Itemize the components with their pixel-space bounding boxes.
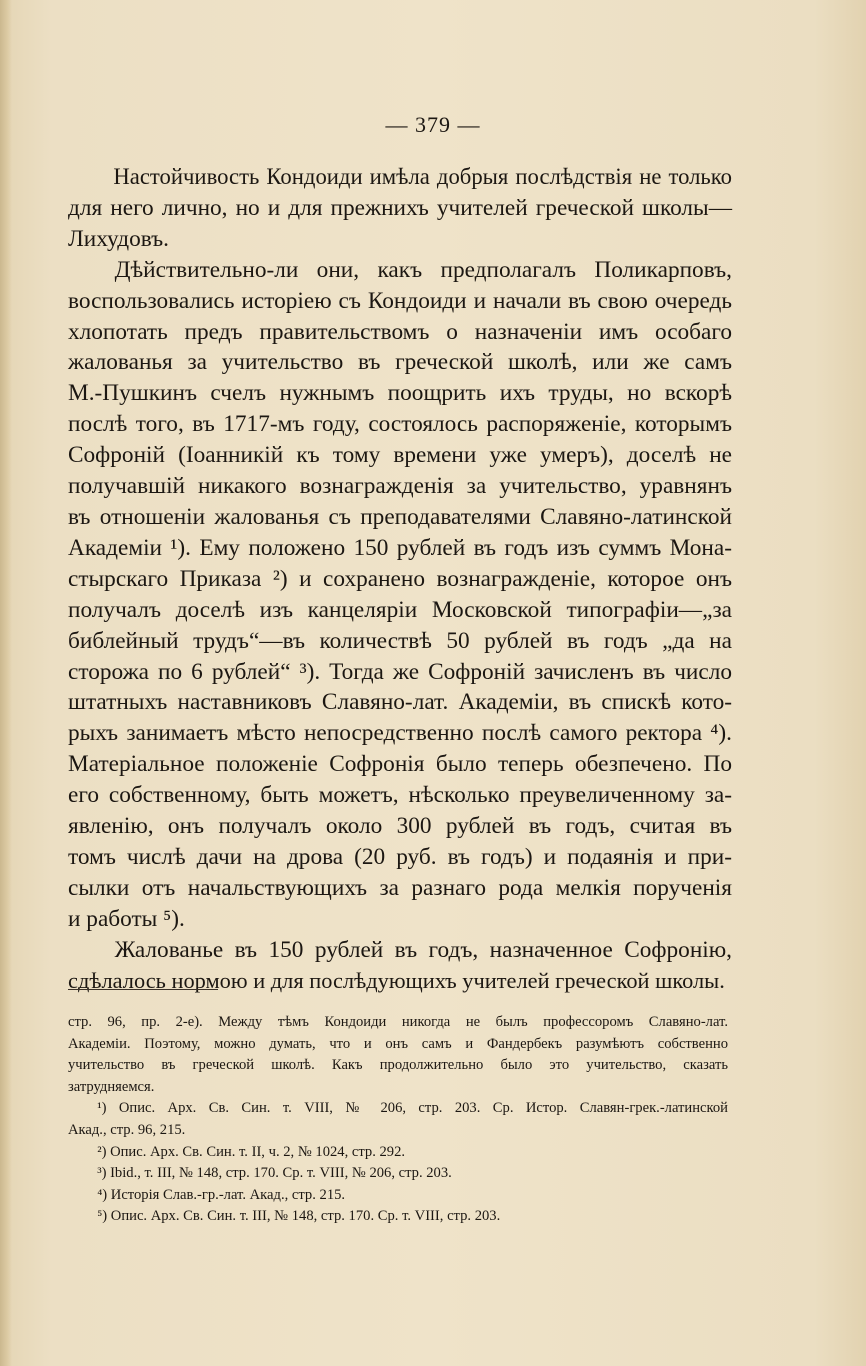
text-line: послѣ того, въ 1717-мъ году, состоялось распоряженіе, которымъ bbox=[68, 411, 732, 438]
footnote-line: стр. 96, пр. 2-е). Между тѣмъ Кондоиди никогда не былъ профессоромъ Славяно-лат. bbox=[68, 1014, 728, 1030]
text-line: Жалованье въ 150 рублей въ годъ, назначенное Софронію, bbox=[114, 936, 732, 963]
footnote-line: ²) Опис. Арх. Св. Син. т. II, ч. 2, № 1024, стр. 292. bbox=[97, 1143, 406, 1160]
footnote-line: ⁵) Опис. Арх. Св. Син. т. III, № 148, стр. 170. Ср. т. VIII, стр. 203. bbox=[97, 1208, 501, 1225]
text-line: сылки отъ начальствующихъ за разнаго рода мелкія порученія bbox=[68, 874, 732, 901]
footnote-line: ⁴) Исторія Слав.-гр.-лат. Акад., стр. 215. bbox=[97, 1186, 346, 1203]
page-binding-edge bbox=[0, 0, 12, 1366]
footnote-line: затрудняемся. bbox=[68, 1078, 155, 1095]
main-text bbox=[68, 162, 732, 996]
text-line: Матеріальное положеніе Софронія было теперь обезпечено. По bbox=[68, 751, 732, 778]
text-line: сторожа по 6 рублей“ ³). Тогда же Софроній зачисленъ въ число bbox=[68, 658, 732, 685]
text-line: сдѣлалось нормою и для послѣдующихъ учителей греческой школы. bbox=[68, 967, 725, 993]
text-line: и работы ⁵). bbox=[68, 905, 185, 932]
paragraph-3 bbox=[68, 935, 732, 997]
text-line: Академіи ¹). Ему положено 150 рублей въ годъ изъ суммъ Мона- bbox=[68, 534, 732, 561]
text-line: получавшій никакого вознагражденія за учительство, уравнянъ bbox=[68, 473, 732, 500]
footnote-1 bbox=[68, 1098, 728, 1141]
footnote-line: ³) Ibid., т. III, № 148, стр. 170. Ср. т. VIII, № 206, стр. 203. bbox=[97, 1165, 452, 1182]
footnote-3 bbox=[68, 1163, 728, 1185]
text-line: стырскаго Приказа ²) и сохранено вознагражденіе, которое онъ bbox=[68, 565, 732, 592]
paragraph-2 bbox=[68, 255, 732, 935]
text-line: его собственному, быть можетъ, нѣсколько преувеличенному за- bbox=[68, 782, 732, 809]
footnote-separator bbox=[68, 989, 218, 990]
text-line: воспользовались исторіею съ Кондоиди и начали въ свою очередь bbox=[68, 287, 732, 314]
text-line: въ отношеніи жалованья съ преподавателями Славяно-латинской bbox=[68, 503, 732, 530]
text-line: Настойчивость Кондоиди имѣла добрыя послѣдствія не только bbox=[113, 164, 732, 189]
text-line: Лихудовъ. bbox=[68, 225, 170, 252]
footnote-line: Акад., стр. 96, 215. bbox=[68, 1121, 186, 1138]
text-line: Дѣйствительно-ли они, какъ предполагалъ Поликарповъ, bbox=[114, 256, 732, 283]
footnote-4 bbox=[68, 1185, 728, 1207]
text-line: М.-Пушкинъ счелъ нужнымъ поощрить ихъ труды, но вскорѣ bbox=[68, 380, 732, 407]
text-line: хлопотать предъ правительствомъ о назначеніи имъ особаго bbox=[68, 318, 732, 345]
text-line: жалованья за учительство въ греческой школѣ, или же самъ bbox=[68, 349, 732, 376]
text-line: рыхъ занимаетъ мѣсто непосредственно послѣ самого ректора ⁴). bbox=[68, 720, 732, 747]
footnote-line: ¹) Опис. Арх. Св. Син. т. VIII, № 206, стр. 203. Ср. Истор. Славян-грек.-латинской bbox=[97, 1100, 728, 1117]
footnote-5 bbox=[68, 1206, 728, 1228]
footnote-2 bbox=[68, 1142, 728, 1164]
text-line: явленію, онъ получалъ около 300 рублей въ годъ, считая въ bbox=[68, 813, 732, 840]
text-line: получалъ доселѣ изъ канцеляріи Московской типографіи—„за bbox=[68, 596, 732, 623]
text-line: штатныхъ наставниковъ Славяно-лат. Академіи, въ спискѣ кото- bbox=[68, 689, 732, 716]
page-number: — 379 — bbox=[385, 112, 481, 137]
footnotes bbox=[68, 1012, 728, 1228]
text-line: библейный трудъ“—въ количествѣ 50 рублей въ годъ „да на bbox=[68, 627, 732, 654]
footnote-line: Академіи. Поэтому, можно думать, что и онъ самъ и Фандербекъ разумѣютъ собственно bbox=[68, 1035, 728, 1052]
footnote-line: учительство въ греческой школѣ. Какъ продолжительно было это учительство, сказать bbox=[68, 1057, 728, 1074]
paragraph-1 bbox=[68, 162, 732, 255]
footnote-continuation bbox=[68, 1012, 728, 1098]
text-line: Софроній (Іоанникій къ тому времени уже умеръ), доселѣ не bbox=[68, 442, 732, 469]
text-line: для него лично, но и для прежнихъ учителей греческой школы— bbox=[68, 194, 732, 221]
text-line: томъ числѣ дачи на дрова (20 руб. въ годъ) и подаянія и при- bbox=[68, 843, 732, 870]
